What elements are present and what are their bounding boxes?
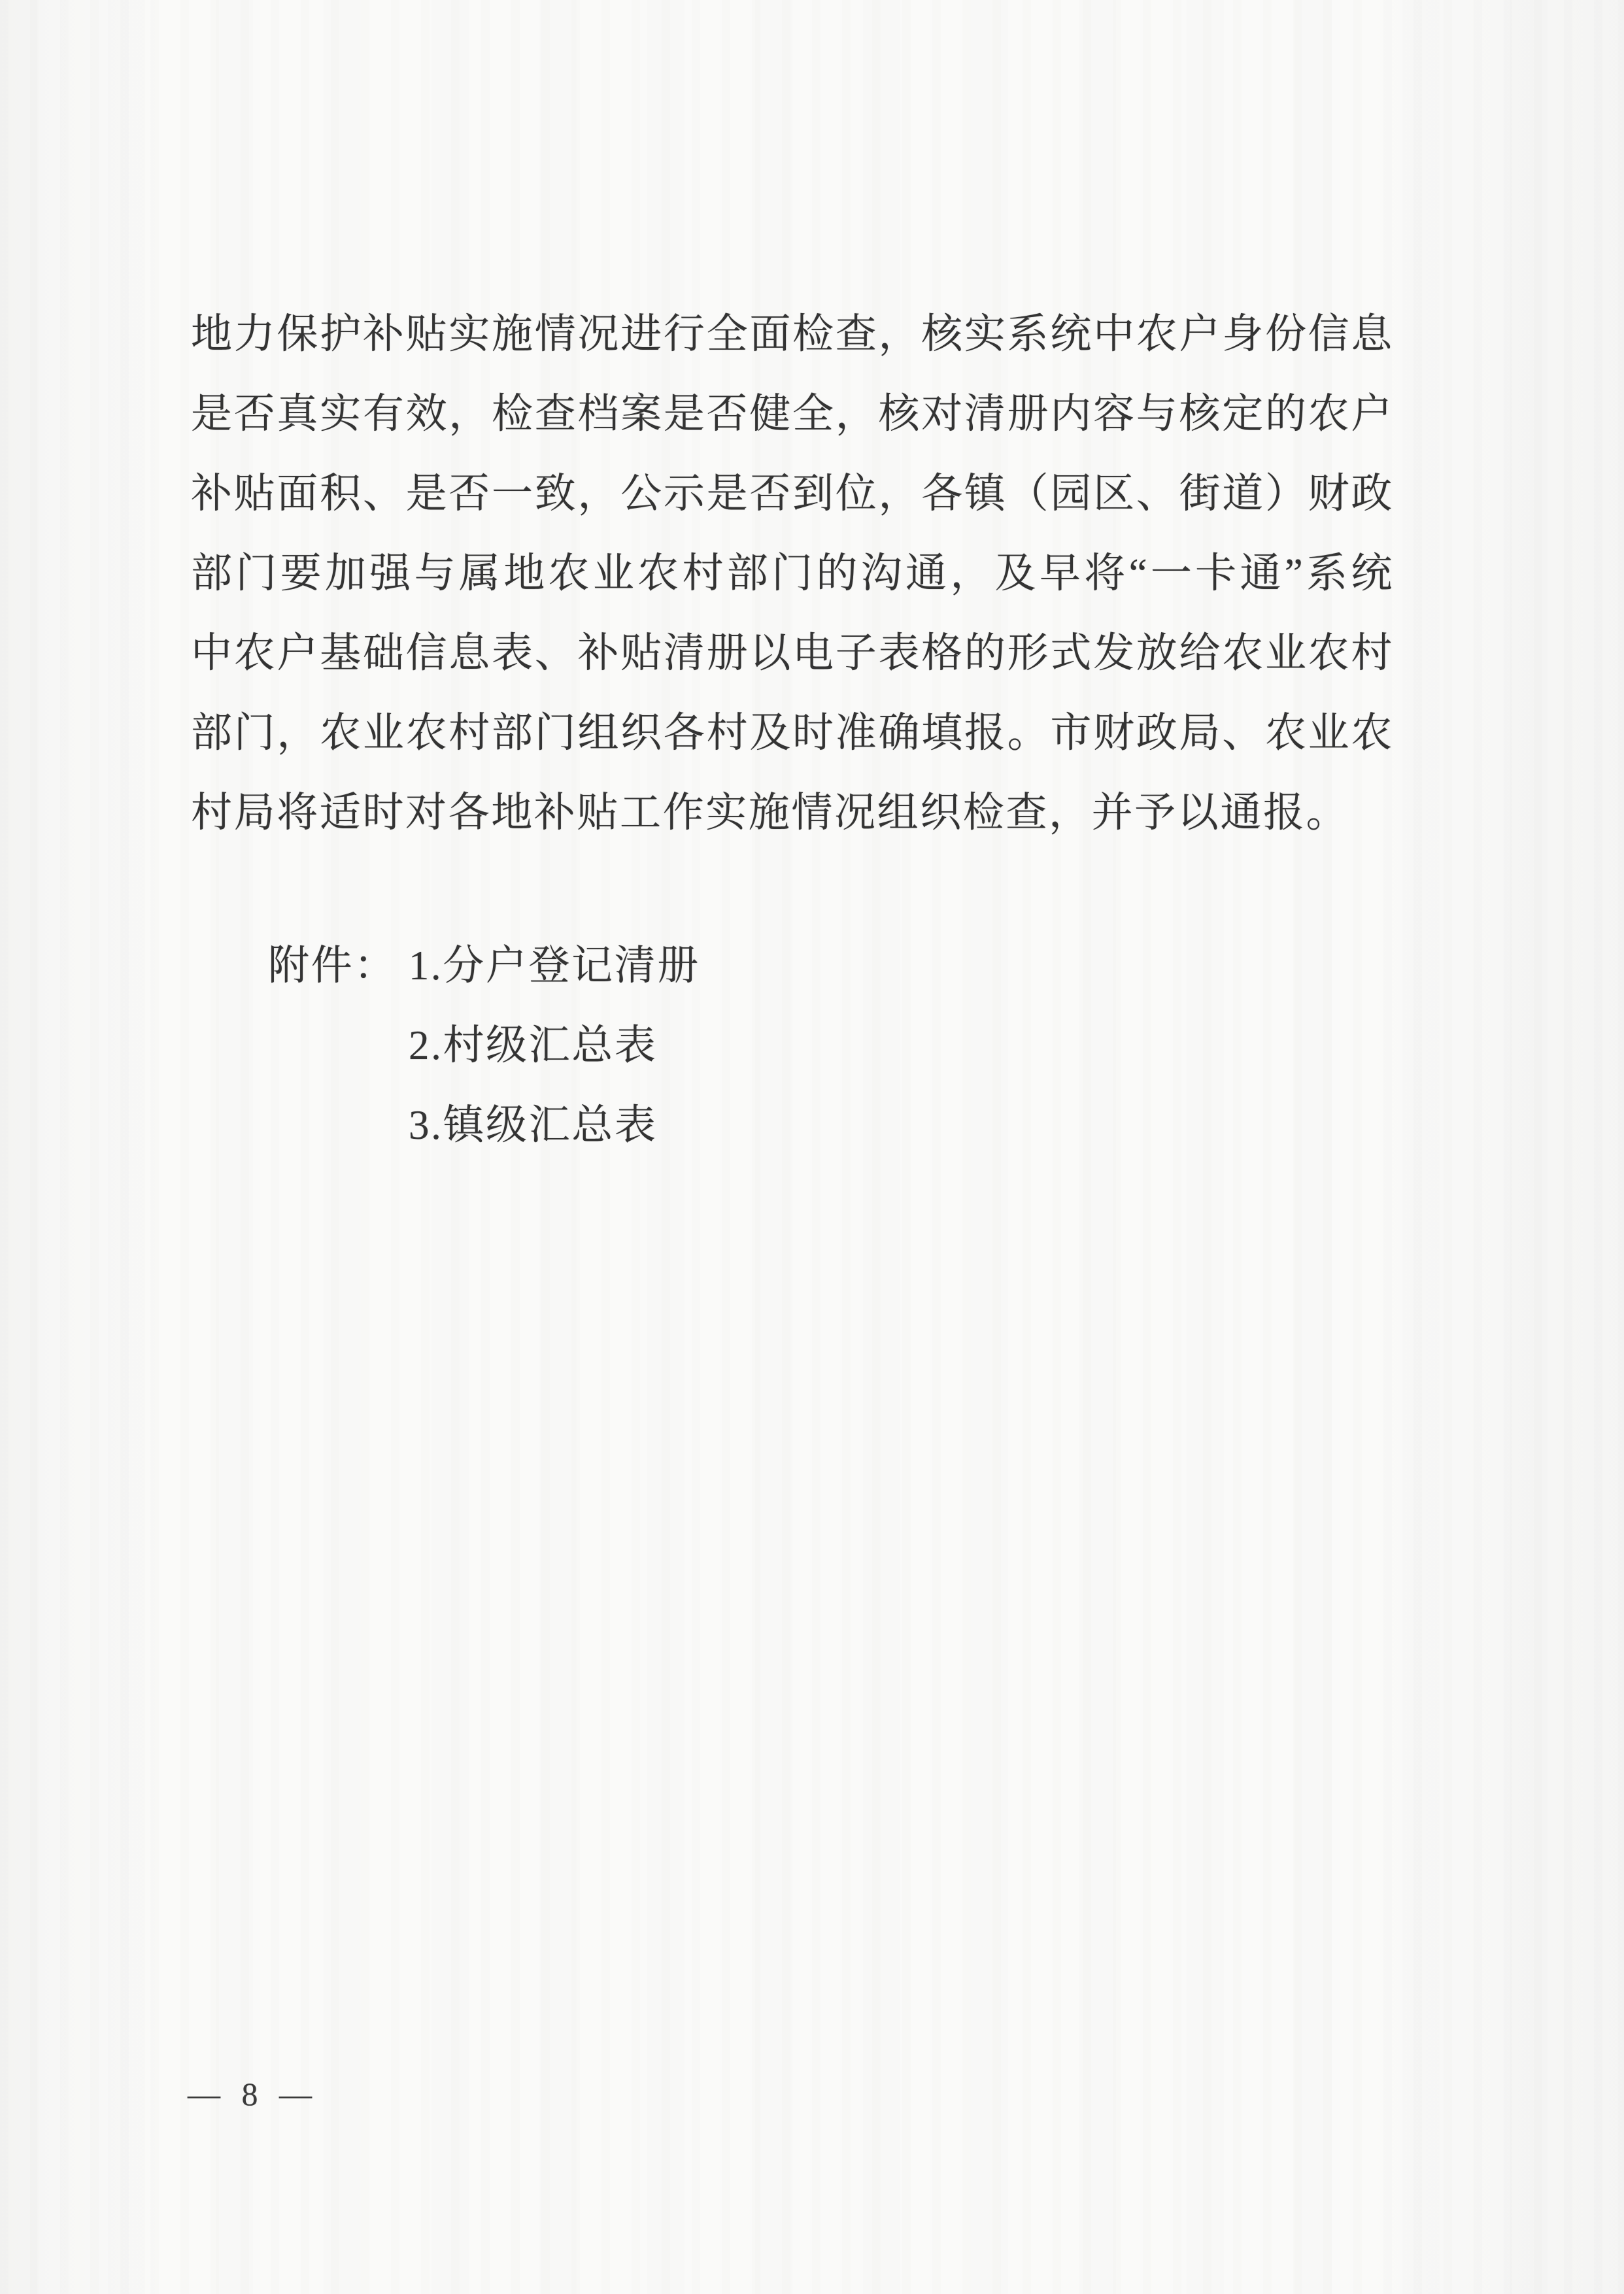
page-number: — 8 — [188,2076,313,2112]
attachment-item: 1.分户登记清册 [408,943,700,988]
attachments-label: 附件： [268,943,397,988]
attachment-item: 2.村级汇总表 [409,1022,658,1068]
paragraph-line: 中农户基础信息表、补贴清册以电子表格的形式发放给农业农村 [191,630,1394,676]
paragraph-line: 补贴面积、是否一致，公示是否到位，各镇（园区、街道）财政 [191,471,1394,516]
body-paragraph [191,294,1394,852]
paragraph-line: 村局将适时对各地补贴工作实施情况组织检查，并予以通报。 [191,790,1349,835]
paragraph-line: 地力保护补贴实施情况进行全面检查，核实系统中农户身份信息 [191,311,1394,357]
paragraph-line: 部门要加强与属地农业农村部门的沟通，及早将“一卡通”系统 [191,550,1394,596]
attachments-line [268,926,700,1005]
paragraph-line: 是否真实有效，检查档案是否健全，核对清册内容与核定的农户 [191,391,1394,437]
paragraph-line: 部门，农业农村部门组织各村及时准确填报。市财政局、农业农 [191,710,1394,756]
attachment-item: 3.镇级汇总表 [409,1102,658,1148]
